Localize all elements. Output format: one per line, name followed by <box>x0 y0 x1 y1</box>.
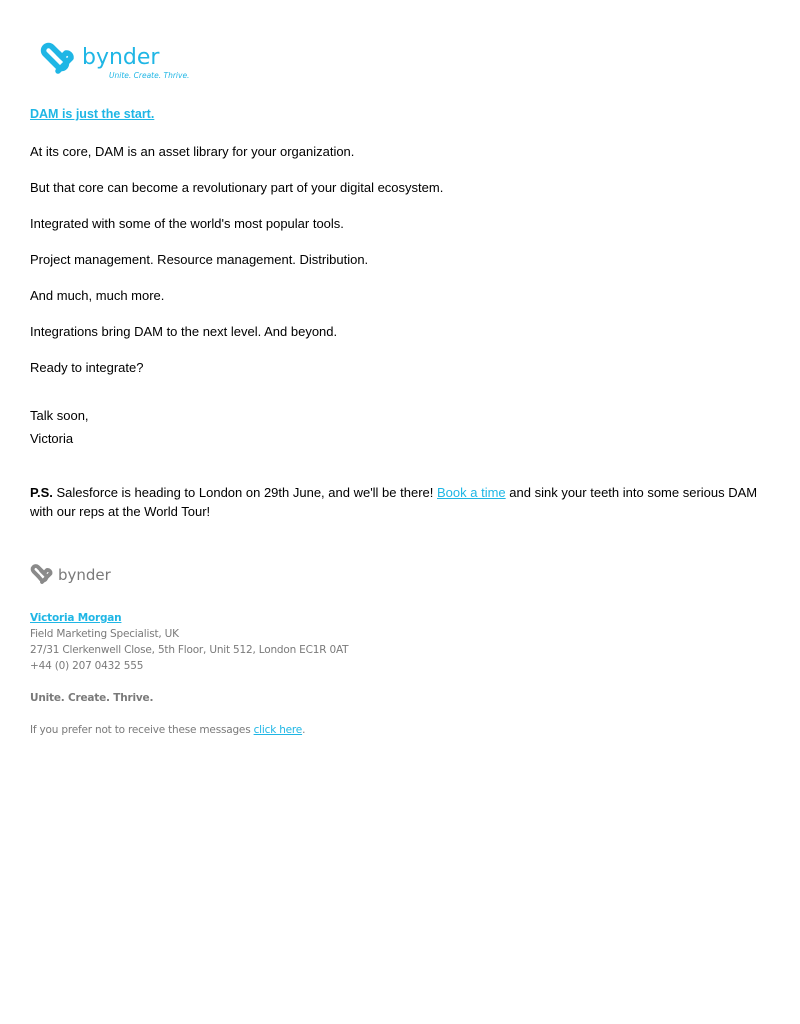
logo-tagline: Unite. Create. Thrive. <box>109 71 190 80</box>
postscript <box>30 483 770 521</box>
paragraph: At its core, DAM is an asset library for your organization. <box>30 144 355 159</box>
signature-phone[interactable]: +44 (0) 207 0432 555 <box>30 660 144 672</box>
unsubscribe-link[interactable]: click here <box>253 724 303 736</box>
paragraph: And much, much more. <box>30 288 165 303</box>
unsubscribe-period: . <box>302 724 306 736</box>
signature-address: 27/31 Clerkenwell Close, 5th Floor, Unit 512, London EC1R 0AT <box>30 644 349 656</box>
ps-text-after: and sink your teeth into some serious DAM with our reps at the World Tour! <box>30 485 758 519</box>
closing-name: Victoria <box>30 431 74 446</box>
book-a-time-link[interactable]: Book a time <box>437 485 506 500</box>
paragraph: Integrations bring DAM to the next level. And beyond. <box>30 324 338 339</box>
logo-wordmark: bynder <box>82 45 160 70</box>
bynder-heart-grey-icon <box>29 564 124 588</box>
paragraph: Ready to integrate? <box>30 360 144 375</box>
signature-title: Field Marketing Specialist, UK <box>30 628 179 640</box>
paragraph: Project management. Resource management. Distribution. <box>30 252 369 267</box>
footer-logo-wordmark: bynder <box>58 566 111 584</box>
signature-tagline: Unite. Create. Thrive. <box>30 692 154 704</box>
signature-name-link[interactable]: Victoria Morgan <box>30 612 122 624</box>
bynder-heart-icon <box>38 41 190 81</box>
unsubscribe-line <box>30 722 305 738</box>
bynder-footer-logo[interactable] <box>29 564 124 588</box>
closing-greeting: Talk soon, <box>30 408 89 423</box>
ps-label: P.S. <box>30 485 53 500</box>
paragraph: But that core can become a revolutionary part of your digital ecosystem. <box>30 180 444 195</box>
headline-link[interactable]: DAM is just the start. <box>30 107 155 121</box>
ps-text-before: Salesforce is heading to London on 29th June, and we'll be there! <box>56 485 434 500</box>
unsubscribe-text: If you prefer not to receive these messages <box>30 724 251 736</box>
bynder-logo[interactable] <box>38 41 190 81</box>
paragraph: Integrated with some of the world's most popular tools. <box>30 216 344 231</box>
